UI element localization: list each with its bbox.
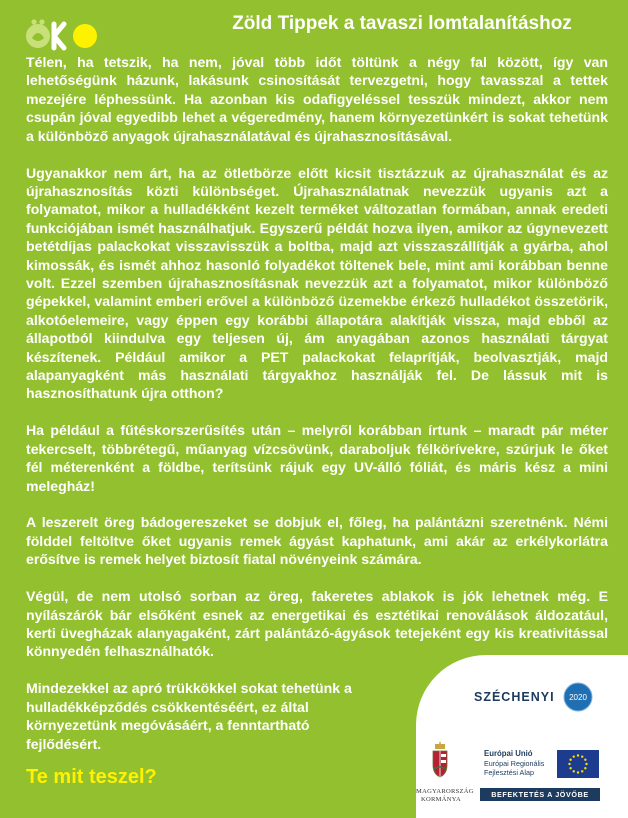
eu-star-icon [568, 763, 570, 765]
government-label [416, 788, 474, 803]
szechenyi-label: SZÉCHENYI [474, 690, 555, 704]
eu-star-icon [581, 755, 583, 757]
paragraph-greenhouse: Ha például a fűtéskorszerűsítés után – melyről korábban írtunk – maradt pár méter tekercselt, többrétegű, műanyag vízcsövünk, daraboljuk félkörívekre, szúrjuk le őket fél méterenként a földbe, terítsünk rájuk egy UV-álló fóliát, és máris kész a mini melegház! [26, 422, 608, 494]
paragraph-intro: Télen, ha tetszik, ha nem, jóval több időt töltünk a négy fal között, így van lehetőségünk házunk, lakásunk csinosítását tervezgetni, hogy tavasszal a tettek mezejére léphessünk. Ha azonban kis odafigyeléssel tesszük mindezt, akkor nem csupán jóval egyedibb lehet a végeredmény, hanem környezetünkért is sokat tehetünk a különböző anyagok újrahasználatával és újrahasznosításával. [26, 54, 608, 144]
eu-title: Európai Unió [484, 749, 533, 758]
eu-star-icon [577, 771, 579, 773]
paragraph-gutters: A leszerelt öreg bádogereszeket se dobjuk el, főleg, ha palántázni szeretnénk. Némi földdel feltöltve őket ugyanis remek ágyást kaphatunk, ami akár az erkélykorlátra erősítve is remek helyet biztosít fiatal növényeink számára. [26, 514, 608, 568]
eu-flag-icon [557, 750, 599, 778]
eu-star-icon [569, 759, 571, 761]
year-label: 2020 [569, 693, 587, 702]
eu-star-icon [577, 754, 579, 756]
eu-line-1: Európai Regionális [484, 758, 545, 768]
government-line-1: MAGYARORSZÁG [416, 788, 474, 795]
logo-text: ÖKO [24, 14, 27, 15]
eu-star-icon [581, 770, 583, 772]
eu-star-icon [569, 767, 571, 769]
eu-fund-label [484, 749, 554, 778]
szechenyi-2020-logo [563, 682, 593, 712]
eu-star-icon [584, 759, 586, 761]
eu-star-icon [573, 770, 575, 772]
eu-star-icon [584, 767, 586, 769]
page-title: Zöld Tippek a tavaszi lomtalanításhoz [232, 13, 572, 34]
paragraph-windows: Végül, de nem utolsó sorban az öreg, fakeretes ablakok is jók lehetnek még. E nyílászárók bár elsőként esnek az energetikai és esztétikai renoválások áldozatául, kerti üvegházak alanyagaként, zárt palántázó-ágyások tetejeként egy kis kreativitással könnyedén felhasználhatók. [26, 588, 608, 660]
eu-line-2: Fejlesztési Alap [484, 768, 534, 777]
paragraph-definitions: Ugyanakkor nem árt, ha az ötletbörze előtt kicsit tisztázzuk az újrahasználat és az újrahasznosítás közti különbséget. Újrahasználatnak nevezzük ugyanis azt a folyamatot, mikor a hulladékként kezelt terméket változatlan formában, annak eredeti funkciójában ismét használhatjuk. Egyszerű példát hozva ilyen, amikor az úgynevezett betétdíjas palackokat visszavisszük a boltba, majd azt visszaszállítják a gyárba, ahol kimossák, és ismét ahhoz hasonló folyadékot töltenek bele, mint ami korábban benne volt. Ezzel szemben újrahasznosításnak nevezzük azt a folyamatot, mikor különböző gépekkel, valamint emberi erővel a különböző üzemekbe érkező hulladékot összetörik, alkotóelemeire, vagy éppen egy korábbi állapotára alakítják vissza, majd ebből az állapotból kiindulva egy teljesen új, ám anyagában azonos használati tárgyat készítenek. Például amikor a PET palackokat felaprítják, beolvasztják, majd alapanyagként más használati tárgyakhoz használják fel. De lássuk mit is hasznosíthatunk újra otthon? [26, 164, 608, 402]
eu-star-icon [585, 763, 587, 765]
eu-star-icon [573, 755, 575, 757]
paragraph-conclusion: Mindezekkel az apró trükkökkel sokat tehetünk a hulladékképződés csökkentéséért, ez által környezetünk megóvásáért, a fenntartható fejlődésért. [26, 680, 352, 752]
hungary-crest-icon [430, 742, 450, 782]
invest-banner: BEFEKTETÉS A JÖVŐBE [480, 788, 600, 801]
oko-logo [24, 14, 106, 54]
government-line-2: KORMÁNYA [421, 795, 461, 803]
closing-question: Te mit teszel? [26, 766, 157, 788]
